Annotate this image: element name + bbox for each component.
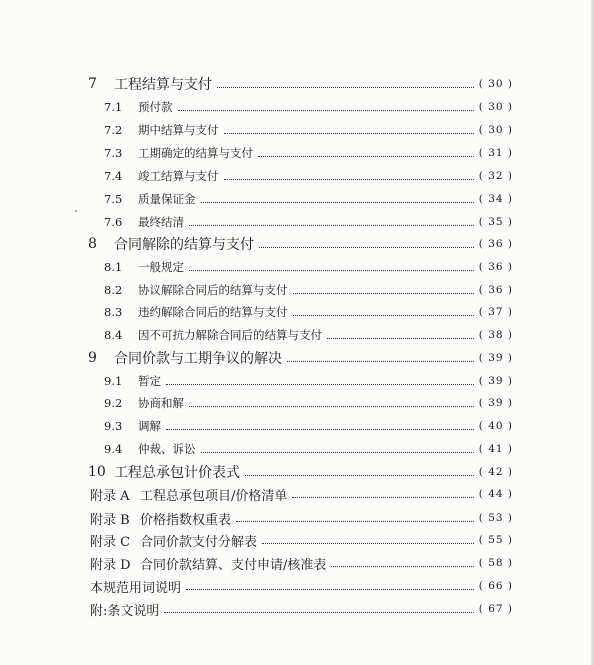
toc-entry-page: ( 44 ) <box>478 488 513 500</box>
toc-dot-leader <box>287 360 474 362</box>
toc-entry-page: ( 34 ) <box>478 193 513 205</box>
toc-entry-number: 9.1 <box>104 374 123 388</box>
toc-dot-leader <box>327 337 474 339</box>
toc-entry-number: 8.2 <box>104 283 123 297</box>
toc-entry-title: 最终结清 <box>138 215 184 229</box>
toc-entry-title: 仲裁、诉讼 <box>138 442 196 456</box>
toc-entry[interactable] <box>88 461 513 483</box>
toc-entry-page: ( 39 ) <box>478 375 513 387</box>
toc-entry[interactable] <box>104 415 513 437</box>
toc-entry-title: 合同价款结算、支付申请/核准表 <box>140 557 327 573</box>
toc-entry-page: ( 55 ) <box>478 534 513 546</box>
toc-entry-page: ( 67 ) <box>478 603 513 615</box>
toc-entry-title: 协议解除合同后的结算与支付 <box>138 283 288 297</box>
toc-dot-leader <box>217 86 474 88</box>
toc-entry[interactable] <box>90 529 513 551</box>
toc-dot-leader <box>189 405 474 407</box>
toc-entry-number: 7.6 <box>104 215 123 229</box>
toc-entry-number: 7.2 <box>104 123 123 137</box>
toc-entry[interactable] <box>88 347 513 369</box>
toc-entry[interactable] <box>104 188 513 210</box>
toc-dot-leader <box>189 224 474 226</box>
toc-dot-leader <box>224 132 474 134</box>
scan-speck <box>75 210 77 212</box>
toc-entry-number: 8.4 <box>104 328 123 342</box>
toc-entry[interactable] <box>104 96 513 118</box>
toc-dot-leader <box>189 269 474 271</box>
toc-entry[interactable] <box>104 392 513 414</box>
toc-entry-page: ( 31 ) <box>478 147 513 159</box>
toc-entry-page: ( 53 ) <box>478 512 513 524</box>
toc-dot-leader <box>164 611 473 613</box>
toc-entry-number: 9.4 <box>104 442 123 456</box>
toc-entry[interactable] <box>104 256 513 278</box>
toc-entry-number: 10 <box>88 464 106 480</box>
toc-entry-title: 工期确定的结算与支付 <box>138 146 253 160</box>
toc-dot-leader <box>292 496 473 498</box>
toc-entry[interactable] <box>104 211 513 233</box>
toc-entry-page: ( 36 ) <box>478 261 513 273</box>
toc-entry-title: 预付款 <box>138 100 173 114</box>
toc-entry[interactable] <box>104 279 513 301</box>
toc-entry-number: 7.1 <box>104 100 123 114</box>
toc-entry-page: ( 58 ) <box>478 557 513 569</box>
toc-entry-title: 工程总承包项目/价格清单 <box>140 488 288 504</box>
toc-entry-number: 8 <box>88 236 97 252</box>
toc-entry-title: 违约解除合同后的结算与支付 <box>138 305 288 319</box>
toc-entry-number: 附录 B <box>90 512 130 528</box>
toc-dot-leader <box>331 565 473 567</box>
toc-entry-title: 质量保证金 <box>138 192 196 206</box>
toc-entry[interactable] <box>90 575 513 597</box>
toc-dot-leader <box>259 246 474 248</box>
toc-entry-title: 期中结算与支付 <box>138 123 219 137</box>
toc-dot-leader <box>186 588 474 590</box>
toc-entry-page: ( 66 ) <box>478 580 513 592</box>
toc-dot-leader <box>236 520 474 522</box>
toc-dot-leader <box>293 314 474 316</box>
toc-entry-title: 协商和解 <box>138 396 184 410</box>
toc-entry-number: 7 <box>88 76 97 92</box>
toc-entry-title: 附:条文说明 <box>90 603 160 619</box>
toc-entry-page: ( 36 ) <box>478 238 513 250</box>
toc-entry-page: ( 41 ) <box>478 443 513 455</box>
toc-entry-page: ( 37 ) <box>478 306 513 318</box>
toc-entry-number: 7.4 <box>104 169 123 183</box>
toc-entry[interactable] <box>104 142 513 164</box>
toc-entry[interactable] <box>90 552 513 574</box>
toc-entry-title: 工程结算与支付 <box>114 77 212 93</box>
toc-entry-title: 合同价款支付分解表 <box>140 534 258 550</box>
toc-entry-page: ( 38 ) <box>478 329 513 341</box>
toc-entry-page: ( 30 ) <box>478 124 513 136</box>
toc-entry-page: ( 36 ) <box>478 284 513 296</box>
toc-entry-title: 合同价款与工期争议的解决 <box>114 351 282 367</box>
toc-dot-leader <box>201 201 474 203</box>
toc-entry-number: 7.3 <box>104 146 123 160</box>
toc-entry[interactable] <box>90 598 513 620</box>
toc-entry-number: 8.3 <box>104 305 123 319</box>
toc-dot-leader <box>245 474 474 476</box>
toc-entry[interactable] <box>104 370 513 392</box>
toc-dot-leader <box>262 542 474 544</box>
toc-entry-title: 调解 <box>138 419 161 433</box>
toc-dot-leader <box>201 451 474 453</box>
toc-dot-leader <box>224 178 474 180</box>
toc-dot-leader <box>166 383 474 385</box>
toc-dot-leader <box>258 155 474 157</box>
toc-entry[interactable] <box>88 233 513 255</box>
toc-entry[interactable] <box>104 438 513 460</box>
toc-entry-title: 价格指数权重表 <box>140 512 232 528</box>
toc-entry-title: 竣工结算与支付 <box>138 169 219 183</box>
toc-entry[interactable] <box>104 301 513 323</box>
toc-dot-leader <box>178 109 474 111</box>
toc-entry[interactable] <box>104 324 513 346</box>
toc-entry-page: ( 39 ) <box>478 352 513 364</box>
toc-entry-title: 暂定 <box>138 374 161 388</box>
toc-entry-number: 附录 D <box>90 557 131 573</box>
toc-entry-title: 一般规定 <box>138 260 184 274</box>
toc-entry-page: ( 30 ) <box>478 101 513 113</box>
toc-entry-page: ( 40 ) <box>478 420 513 432</box>
toc-entry[interactable] <box>90 507 513 529</box>
toc-entry-page: ( 32 ) <box>478 170 513 182</box>
toc-entry-number: 8.1 <box>104 260 123 274</box>
toc-dot-leader <box>166 428 474 430</box>
toc-entry[interactable] <box>104 119 513 141</box>
toc-entry[interactable] <box>104 165 513 187</box>
toc-entry-page: ( 35 ) <box>478 216 513 228</box>
toc-entry-number: 附录 C <box>90 534 131 550</box>
toc-entry[interactable] <box>88 73 513 95</box>
toc-entry-page: ( 39 ) <box>478 397 513 409</box>
toc-entry-number: 7.5 <box>104 192 123 206</box>
toc-entry-page: ( 42 ) <box>478 466 513 478</box>
toc-entry[interactable] <box>90 483 513 505</box>
toc-entry-title: 本规范用词说明 <box>90 580 182 596</box>
toc-entry-number: 9.2 <box>104 396 123 410</box>
toc-entry-number: 9.3 <box>104 419 123 433</box>
toc-dot-leader <box>293 292 474 294</box>
toc-entry-number: 附录 A <box>90 488 130 504</box>
toc-entry-title: 合同解除的结算与支付 <box>114 237 254 253</box>
toc-entry-page: ( 30 ) <box>478 78 513 90</box>
toc-entry-title: 工程总承包计价表式 <box>114 465 240 481</box>
toc-entry-number: 9 <box>88 350 97 366</box>
toc-entry-title: 因不可抗力解除合同后的结算与支付 <box>138 328 322 342</box>
